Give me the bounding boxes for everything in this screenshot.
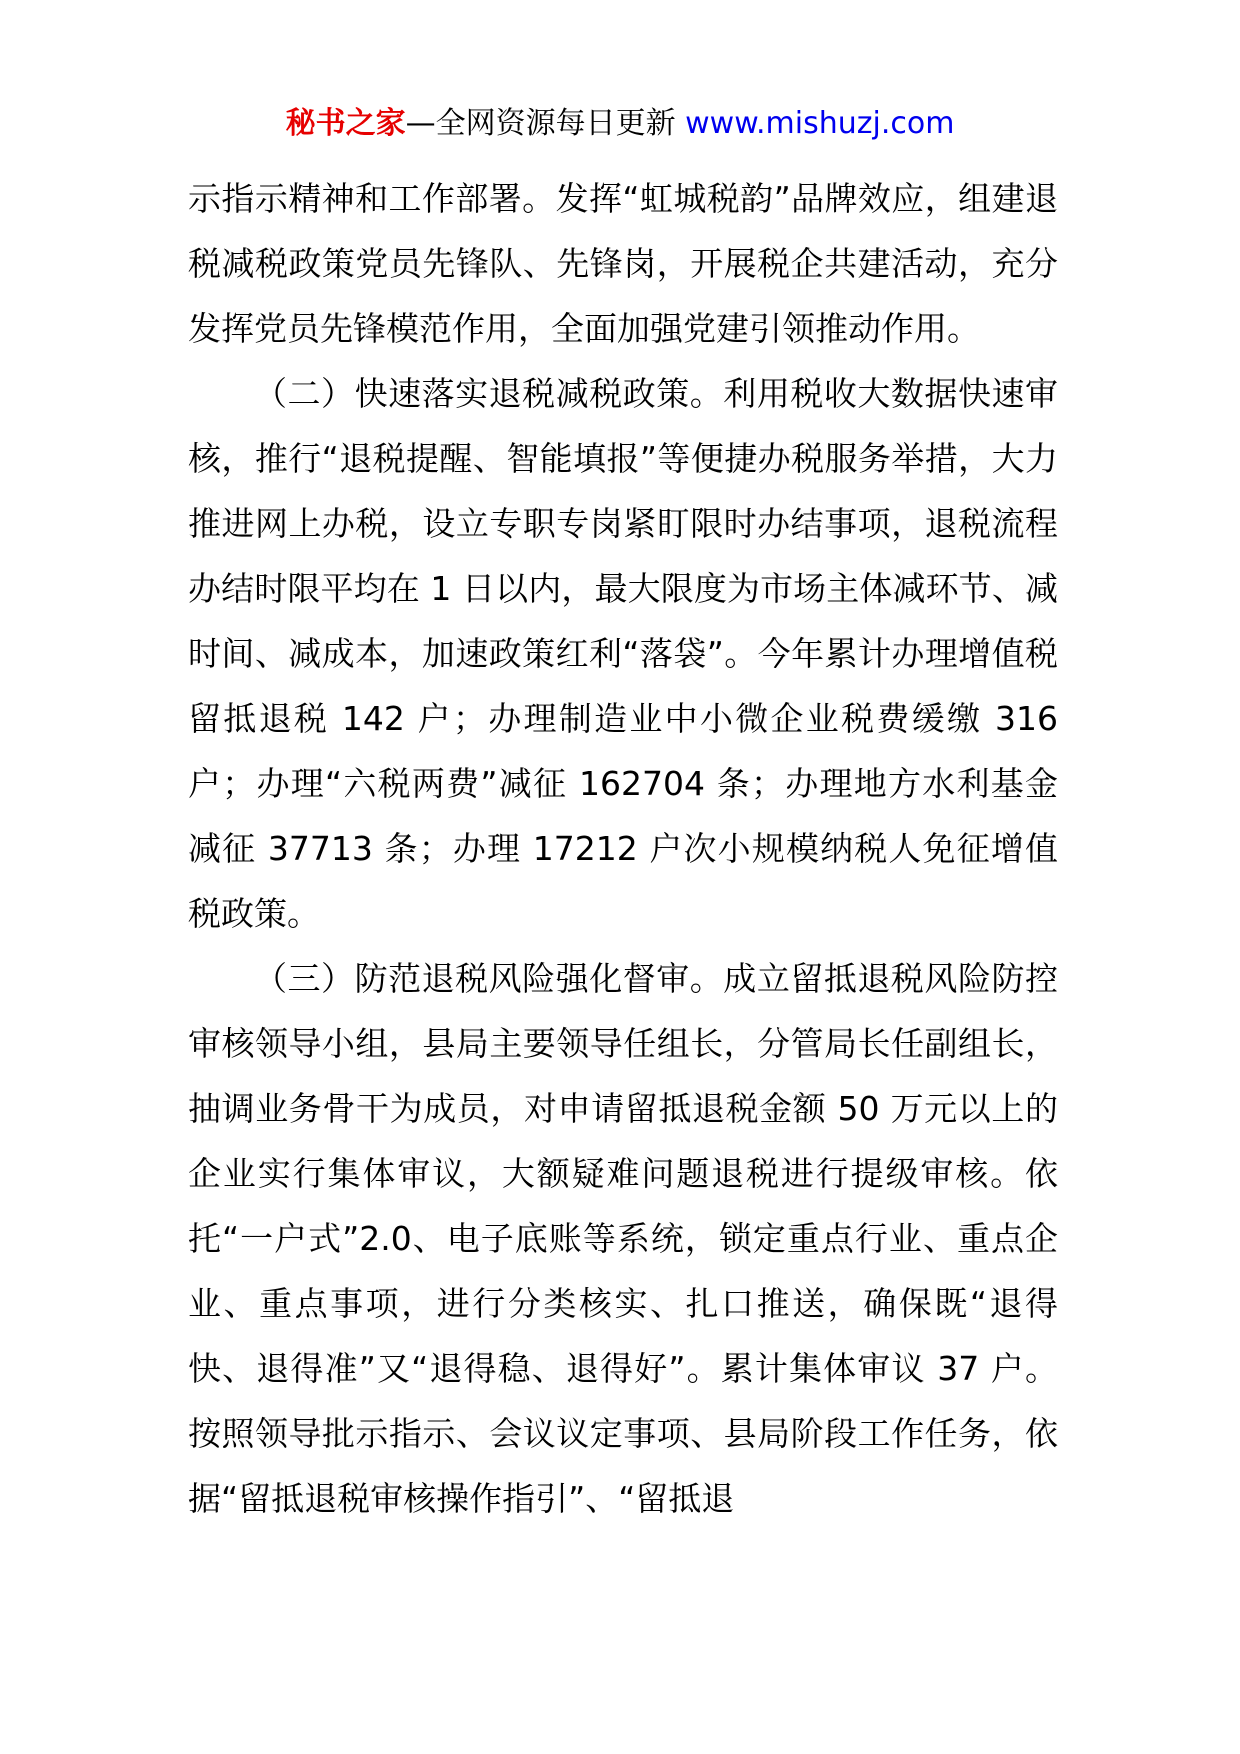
header-tagline: —全网资源每日更新 [405,106,676,141]
site-url-link[interactable]: www.mishuzj.com [685,106,955,141]
paragraph-section-two: （二）快速落实退税减税政策。利用税收大数据快速审核，推行“退税提醒、智能填报”等便捷办税服务举措，大力推进网上办税，设立专职专岗紧盯限时办结事项，退税流程办结时限平均在 1 日以内，最大限度为市场主体减环节、减时间、减成本，加速政策红利“落袋”。今年累计办理增值税留抵退税 142 户；办理制造业中小微企业税费缓缴 316 户；办理“六税两费”减征 162704 条；办理地方水利基金减征 37713 条；办理 17212 户次小规模纳税人免征增值税政策。 [188,374,1058,933]
paragraph-continuation: 示指示精神和工作部署。发挥“虹城税韵”品牌效应，组建退税减税政策党员先锋队、先锋岗，开展税企共建活动，充分发挥党员先锋模范作用，全面加强党建引领推动作用。 [188,179,1058,348]
document-body [188,166,1058,1531]
brand-name: 秘书之家 [285,106,406,141]
page-header [0,100,1240,148]
paragraph-section-three: （三）防范退税风险强化督审。成立留抵退税风险防控审核领导小组，县局主要领导任组长，分管局长任副组长，抽调业务骨干为成员，对申请留抵退税金额 50 万元以上的企业实行集体审议，大额疑难问题退税进行提级审核。依托“一户式”2.0、电子底账等系统，锁定重点行业、重点企业、重点事项，进行分类核实、扎口推送，确保既“退得快、退得准”又“退得稳、退得好”。累计集体审议 37 户。按照领导批示指示、会议议定事项、县局阶段工作任务，依据“留抵退税审核操作指引”、“留抵退 [188,959,1058,1518]
